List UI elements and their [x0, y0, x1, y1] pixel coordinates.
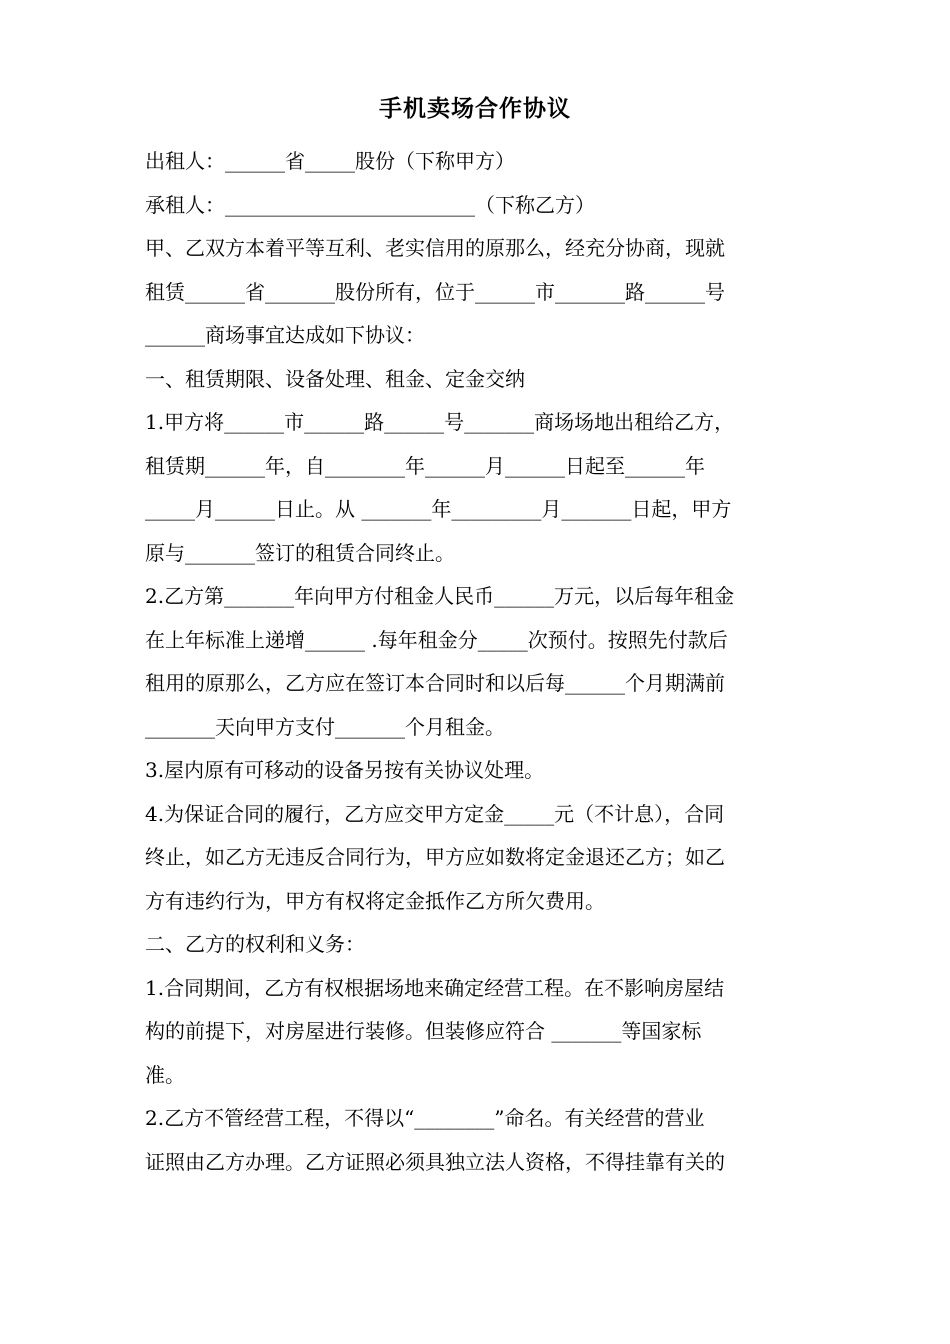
- body-line: ______商场事宜达成如下协议：: [145, 323, 425, 347]
- body-line: 1.合同期间，乙方有权根据场地来确定经营工程。在不影响房屋结: [145, 975, 725, 1000]
- body-line: 出租人：______省_____股份（下称甲方）: [145, 149, 515, 173]
- body-line: 租赁______省_______股份所有，位于______市_______路______号: [145, 279, 725, 304]
- body-line: 原与_______签订的租赁合同终止。: [145, 540, 455, 565]
- body-line: 2.乙方第_______年向甲方付租金人民币______万元，以后每年租金: [145, 584, 735, 608]
- body-line: _______天向甲方支付_______个月租金。: [145, 714, 505, 739]
- body-line: 4.为保证合同的履行，乙方应交甲方定金_____元（不计息），合同: [145, 801, 725, 826]
- body-line: 甲、乙双方本着平等互利、老实信用的原那么，经充分协商，现就: [145, 236, 725, 260]
- document-title: 手机卖场合作协议: [379, 95, 571, 122]
- body-line: 3.屋内原有可移动的设备另按有关协议处理。: [145, 758, 545, 782]
- section-heading: 一、租赁期限、设备处理、租金、定金交纳: [145, 366, 525, 391]
- body-line: _____月______日止。从 _______年_________月_______日起，甲方: [145, 497, 732, 521]
- body-line: 租赁期______年，自________年______月______日起至______年: [145, 453, 705, 478]
- body-line: 1.甲方将______市______路______号_______商场场地出租给乙方，: [145, 410, 735, 434]
- document-body: [145, 140, 810, 1184]
- body-line: 准。: [145, 1062, 185, 1087]
- body-line: 2.乙方不管经营工程，不得以“________”命名。有关经营的营业: [145, 1106, 705, 1130]
- body-line: 构的前提下，对房屋进行装修。但装修应符合 _______等国家标: [145, 1019, 702, 1043]
- body-line: 终止，如乙方无违反合同行为，甲方应如数将定金退还乙方；如乙: [145, 845, 725, 869]
- body-line: 在上年标准上递增______ .每年租金分_____次预付。按照先付款后: [145, 627, 728, 652]
- body-line: 方有违约行为，甲方有权将定金抵作乙方所欠费用。: [145, 888, 605, 913]
- body-line: 租用的原那么，乙方应在签订本合同时和以后每______个月期满前: [145, 671, 725, 695]
- body-line: 承租人：_________________________（下称乙方）: [145, 192, 595, 217]
- body-line: 证照由乙方办理。乙方证照必须具独立法人资格，不得挂靠有关的: [145, 1149, 725, 1174]
- section-heading: 二、乙方的权利和义务：: [145, 932, 365, 956]
